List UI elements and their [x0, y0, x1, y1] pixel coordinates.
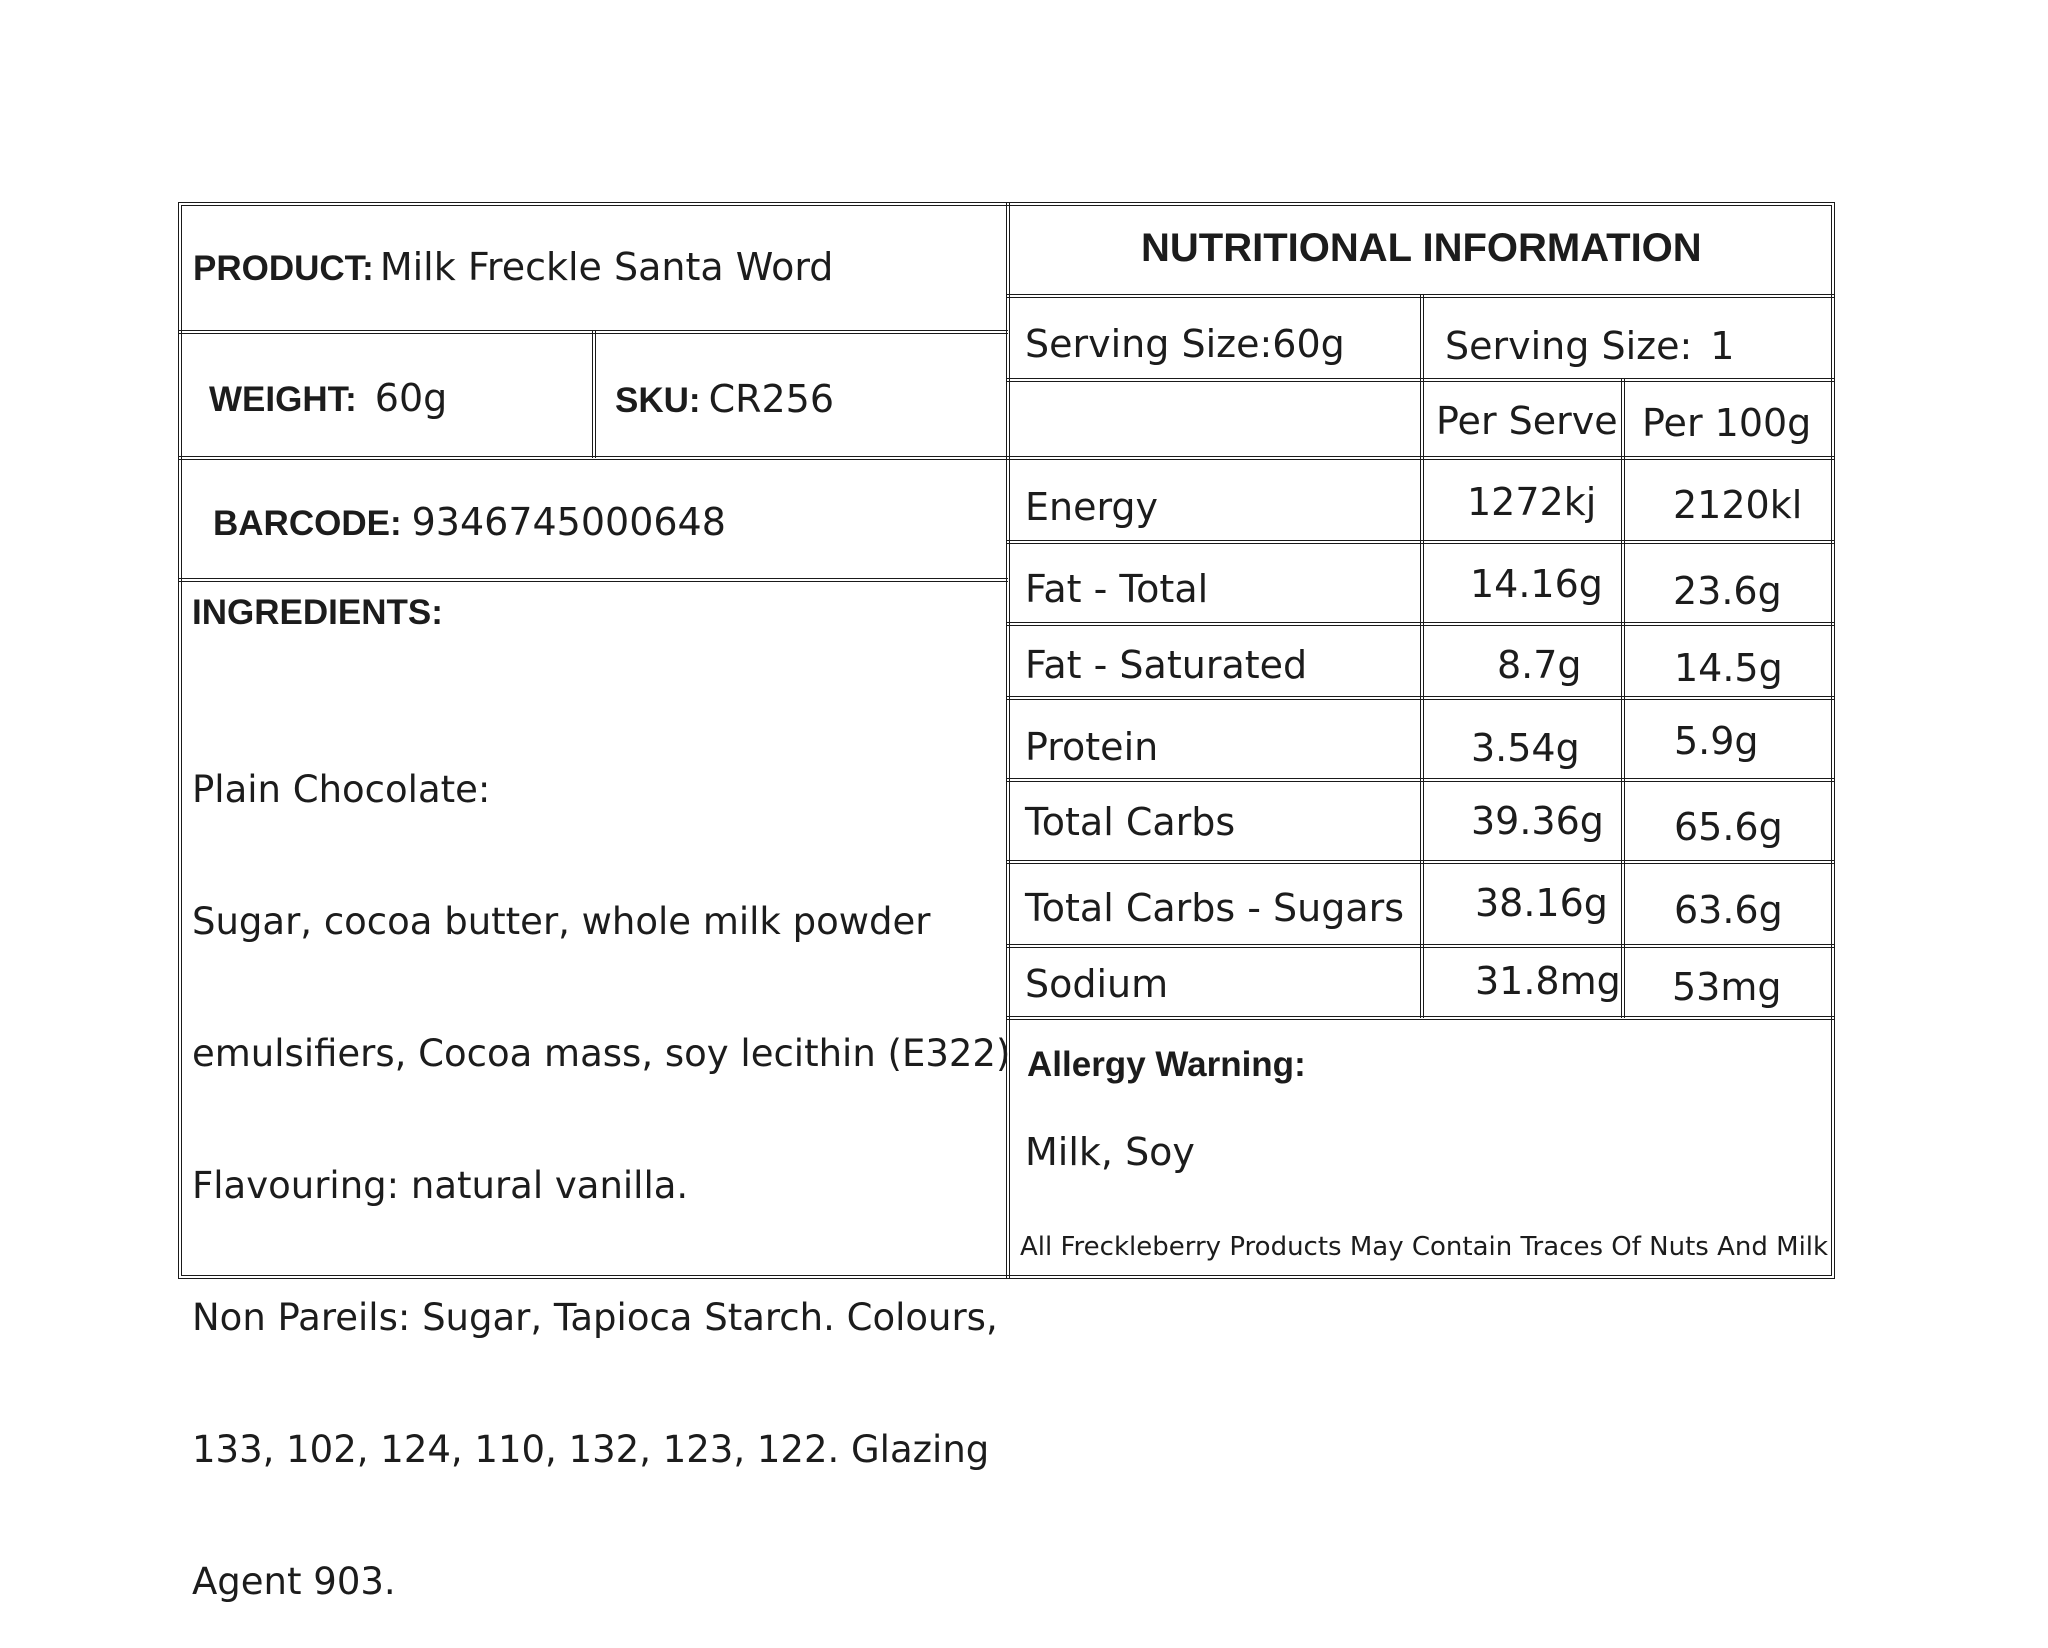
nutrient-per-100g: 53mg	[1672, 965, 1782, 1009]
barcode-value: 9346745000648	[411, 500, 726, 544]
barcode-row	[213, 500, 726, 544]
ingredients-line: Plain Chocolate:	[192, 768, 491, 811]
nutrient-per-100g: 65.6g	[1674, 805, 1783, 849]
nutrient-per-serve: 3.54g	[1471, 726, 1580, 770]
nutrient-per-100g: 63.6g	[1674, 888, 1783, 932]
nutrient-name: Protein	[1025, 725, 1159, 769]
nutrient-per-serve: 8.7g	[1497, 643, 1582, 687]
nutrient-per-100g: 5.9g	[1674, 719, 1759, 763]
ingredients-line: Flavouring: natural vanilla.	[192, 1164, 689, 1207]
ingredients-line: 133, 102, 124, 110, 132, 123, 122. Glazing	[192, 1428, 990, 1471]
divider-value-col	[1621, 378, 1625, 1018]
sku-value: CR256	[708, 377, 835, 421]
serving-size-row	[1025, 322, 1345, 366]
sku-row	[615, 377, 835, 421]
allergy-note: All Freckleberry Products May Contain Traces Of Nuts And Milk	[1020, 1232, 1829, 1262]
nutrient-name: Energy	[1025, 485, 1159, 529]
weight-value: 60g	[374, 376, 448, 420]
sku-label: SKU:	[615, 381, 701, 420]
nutrient-per-100g: 14.5g	[1674, 646, 1783, 690]
barcode-label: BARCODE:	[213, 504, 402, 543]
nutrient-per-serve: 14.16g	[1470, 562, 1603, 606]
nutrient-name: Fat - Total	[1025, 567, 1209, 611]
divider-barcode	[178, 578, 1008, 582]
nutrition-title: NUTRITIONAL INFORMATION	[1141, 226, 1702, 270]
ingredients-line: emulsifiers, Cocoa mass, soy lecithin (E322)	[192, 1032, 1011, 1075]
weight-label: WEIGHT:	[209, 380, 357, 419]
servings-value: 1	[1710, 324, 1735, 368]
nutrient-name: Total Carbs	[1025, 800, 1236, 844]
ingredients-label: INGREDIENTS:	[192, 593, 443, 632]
servings-row	[1445, 324, 1735, 368]
allergy-value: Milk, Soy	[1025, 1130, 1195, 1174]
nutrient-per-100g: 2120kl	[1673, 483, 1803, 527]
nutrient-name: Sodium	[1025, 962, 1169, 1006]
product-label: PRODUCT:	[193, 249, 374, 288]
divider-weight	[178, 456, 1008, 460]
product-row	[193, 245, 834, 289]
divider-weight-sku	[592, 330, 596, 458]
nutrient-per-serve: 39.36g	[1471, 799, 1604, 843]
nutrient-per-100g: 23.6g	[1673, 569, 1782, 613]
serving-size-value: 60g	[1272, 322, 1345, 366]
nutrient-name: Fat - Saturated	[1025, 643, 1308, 687]
ingredients-line: Sugar, cocoa butter, whole milk powder	[192, 900, 931, 943]
nutrient-per-serve: 31.8mg	[1475, 959, 1621, 1003]
column-header-per-100g: Per 100g	[1642, 401, 1812, 445]
divider-name-col	[1420, 294, 1424, 1018]
ingredients-line: Agent 903.	[192, 1560, 396, 1603]
ingredients-text	[192, 680, 1010, 1648]
ingredients-line: Non Pareils: Sugar, Tapioca Starch. Colours,	[192, 1296, 998, 1339]
nutrient-name: Total Carbs - Sugars	[1025, 886, 1405, 930]
product-value: Milk Freckle Santa Word	[379, 245, 834, 289]
nutrient-per-serve: 1272kj	[1467, 480, 1597, 524]
serving-size-label: Serving Size:	[1025, 322, 1273, 366]
allergy-label: Allergy Warning:	[1027, 1045, 1306, 1084]
nutrient-per-serve: 38.16g	[1475, 881, 1608, 925]
column-header-per-serve: Per Serve	[1436, 399, 1618, 443]
weight-row	[209, 376, 448, 420]
servings-label: Serving Size:	[1445, 324, 1693, 368]
